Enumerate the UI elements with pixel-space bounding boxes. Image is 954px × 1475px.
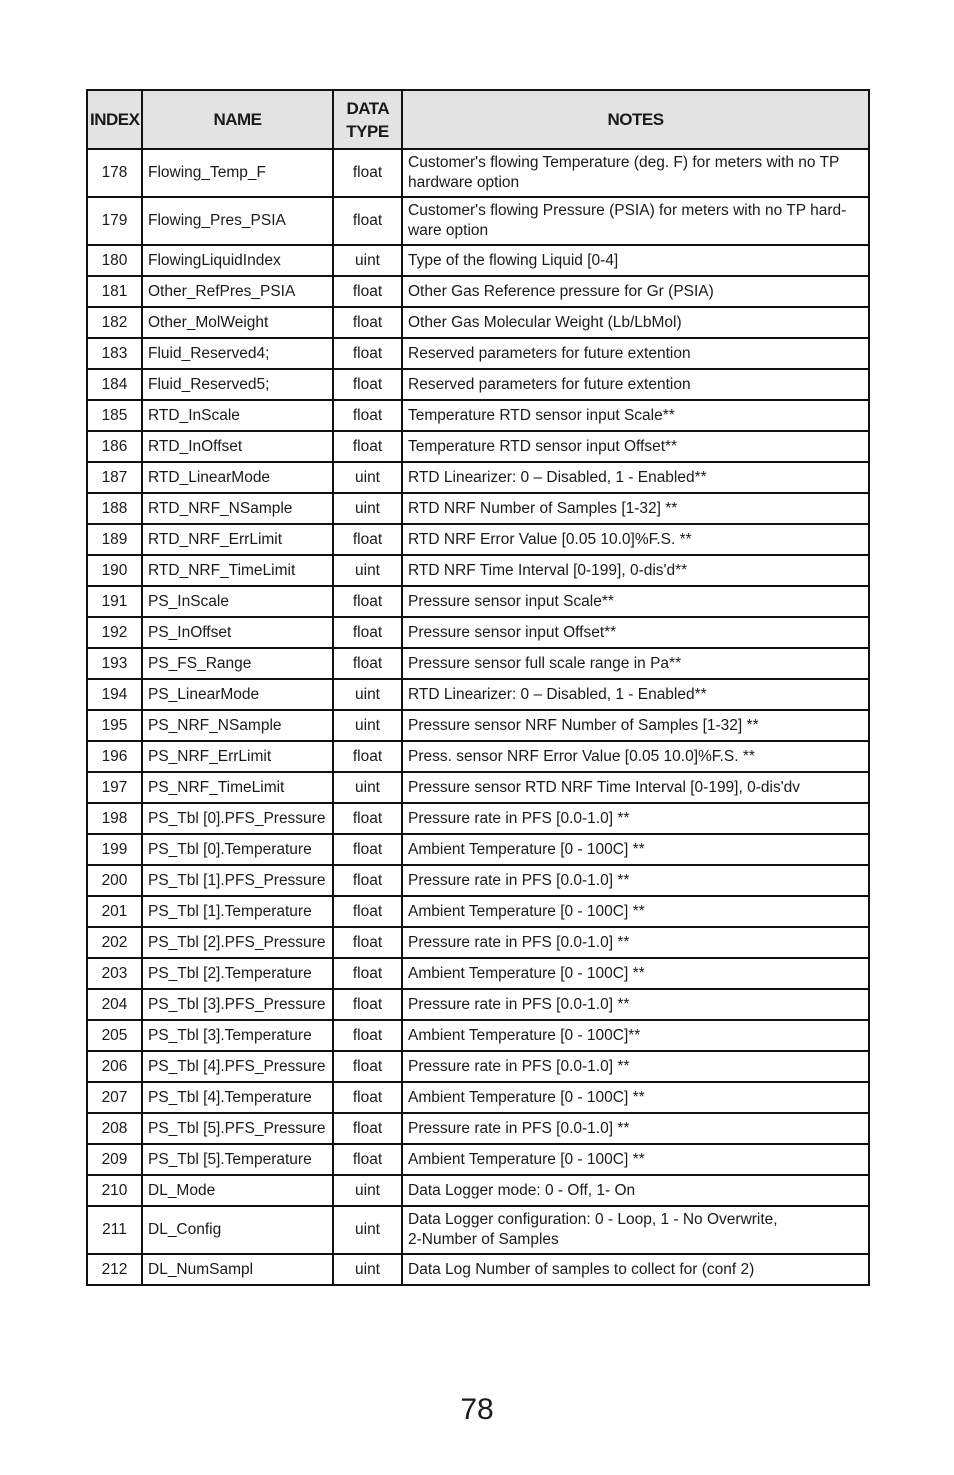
row-notes-line: Ambient Temperature [0 - 100C] ** — [408, 1150, 645, 1168]
row-data-type: uint — [333, 493, 402, 524]
row-notes — [402, 927, 869, 958]
row-index: 181 — [87, 276, 142, 307]
row-notes-line: Press. sensor NRF Error Value [0.05 10.0]%F.S. ** — [408, 747, 755, 765]
table-row — [87, 710, 869, 741]
row-notes-line: Pressure rate in PFS [0.0-1.0] ** — [408, 933, 630, 951]
row-index: 207 — [87, 1082, 142, 1113]
table-row — [87, 197, 869, 245]
row-notes — [402, 197, 869, 245]
row-name: PS_Tbl [5].Temperature — [142, 1144, 333, 1175]
row-name: PS_Tbl [4].PFS_Pressure — [142, 1051, 333, 1082]
table-row — [87, 149, 869, 197]
row-notes-line: Reserved parameters for future extention — [408, 344, 691, 362]
row-notes-line: Ambient Temperature [0 - 100C] ** — [408, 964, 645, 982]
row-name: PS_InOffset — [142, 617, 333, 648]
row-name: RTD_NRF_ErrLimit — [142, 524, 333, 555]
row-data-type: uint — [333, 1175, 402, 1206]
row-notes — [402, 149, 869, 197]
table-row — [87, 1020, 869, 1051]
row-notes — [402, 1206, 869, 1254]
row-notes — [402, 276, 869, 307]
table-row — [87, 617, 869, 648]
row-data-type: float — [333, 617, 402, 648]
table-row — [87, 400, 869, 431]
page-number: 78 — [460, 1393, 494, 1426]
row-data-type: float — [333, 431, 402, 462]
row-notes-line: Data Logger configuration: 0 - Loop, 1 - No Overwrite, — [408, 1211, 778, 1228]
row-notes — [402, 958, 869, 989]
row-notes — [402, 648, 869, 679]
row-notes — [402, 679, 869, 710]
row-data-type: float — [333, 149, 402, 197]
table-row — [87, 927, 869, 958]
row-notes — [402, 772, 869, 803]
row-index: 210 — [87, 1175, 142, 1206]
row-notes — [402, 1175, 869, 1206]
row-name: DL_Config — [142, 1206, 333, 1254]
row-name: PS_Tbl [0].PFS_Pressure — [142, 803, 333, 834]
table-row — [87, 989, 869, 1020]
table-row — [87, 586, 869, 617]
row-notes-line: Pressure rate in PFS [0.0-1.0] ** — [408, 1119, 630, 1137]
row-name: RTD_LinearMode — [142, 462, 333, 493]
table-row — [87, 493, 869, 524]
row-data-type: float — [333, 338, 402, 369]
row-index: 185 — [87, 400, 142, 431]
row-data-type: float — [333, 1051, 402, 1082]
row-name: PS_Tbl [1].PFS_Pressure — [142, 865, 333, 896]
table-row — [87, 1254, 869, 1285]
row-index: 183 — [87, 338, 142, 369]
table-row — [87, 1113, 869, 1144]
row-notes — [402, 1020, 869, 1051]
row-notes — [402, 338, 869, 369]
row-notes-line: Reserved parameters for future extention — [408, 375, 691, 393]
row-notes-line: Pressure sensor full scale range in Pa** — [408, 654, 682, 672]
row-name: RTD_InOffset — [142, 431, 333, 462]
row-name: Fluid_Reserved5; — [142, 369, 333, 400]
row-notes — [402, 989, 869, 1020]
table-row — [87, 369, 869, 400]
row-notes-line: RTD NRF Error Value [0.05 10.0]%F.S. ** — [408, 530, 692, 548]
row-notes-line: Pressure sensor RTD NRF Time Interval [0-199], 0-dis'dv — [408, 778, 801, 796]
row-notes-line: Pressure rate in PFS [0.0-1.0] ** — [408, 995, 630, 1013]
row-data-type: uint — [333, 245, 402, 276]
row-name: RTD_InScale — [142, 400, 333, 431]
row-data-type: float — [333, 400, 402, 431]
row-data-type: float — [333, 896, 402, 927]
row-notes-line: Data Log Number of samples to collect for (conf 2) — [408, 1260, 755, 1278]
row-data-type: float — [333, 648, 402, 679]
row-notes-line: Ambient Temperature [0 - 100C]** — [408, 1026, 641, 1044]
row-name: PS_Tbl [1].Temperature — [142, 896, 333, 927]
header-row — [87, 90, 869, 149]
row-name: PS_Tbl [3].Temperature — [142, 1020, 333, 1051]
row-index: 180 — [87, 245, 142, 276]
table-row — [87, 1082, 869, 1113]
row-index: 208 — [87, 1113, 142, 1144]
row-name: PS_LinearMode — [142, 679, 333, 710]
row-data-type: float — [333, 586, 402, 617]
row-data-type: float — [333, 989, 402, 1020]
row-index: 196 — [87, 741, 142, 772]
row-data-type: uint — [333, 1206, 402, 1254]
table-row — [87, 896, 869, 927]
table-row — [87, 648, 869, 679]
header-notes: NOTES — [402, 90, 869, 149]
row-index: 192 — [87, 617, 142, 648]
table-row — [87, 865, 869, 896]
row-notes — [402, 586, 869, 617]
row-name: Flowing_Temp_F — [142, 149, 333, 197]
row-data-type: float — [333, 1020, 402, 1051]
row-name: PS_Tbl [4].Temperature — [142, 1082, 333, 1113]
row-data-type: float — [333, 927, 402, 958]
row-notes-line: Other Gas Reference pressure for Gr (PSIA) — [408, 282, 714, 300]
table-row — [87, 741, 869, 772]
header-data-type-line2: TYPE — [346, 121, 389, 141]
row-name: RTD_NRF_TimeLimit — [142, 555, 333, 586]
row-data-type: uint — [333, 710, 402, 741]
table-row — [87, 276, 869, 307]
row-notes-line: Pressure rate in PFS [0.0-1.0] ** — [408, 1057, 630, 1075]
row-notes-line: 2-Number of Samples — [408, 1231, 559, 1248]
row-index: 182 — [87, 307, 142, 338]
row-notes — [402, 524, 869, 555]
row-notes — [402, 896, 869, 927]
row-data-type: float — [333, 307, 402, 338]
row-index: 188 — [87, 493, 142, 524]
table-row — [87, 1144, 869, 1175]
row-name: FlowingLiquidIndex — [142, 245, 333, 276]
table-row — [87, 1206, 869, 1254]
row-index: 205 — [87, 1020, 142, 1051]
row-index: 193 — [87, 648, 142, 679]
row-index: 198 — [87, 803, 142, 834]
row-notes — [402, 710, 869, 741]
row-name: RTD_NRF_NSample — [142, 493, 333, 524]
row-index: 199 — [87, 834, 142, 865]
table-row — [87, 679, 869, 710]
row-name: PS_FS_Range — [142, 648, 333, 679]
row-name: PS_Tbl [5].PFS_Pressure — [142, 1113, 333, 1144]
table-row — [87, 307, 869, 338]
row-notes-line: Data Logger mode: 0 - Off, 1- On — [408, 1181, 636, 1199]
header-index: INDEX — [87, 90, 142, 149]
row-index: 194 — [87, 679, 142, 710]
table-body — [87, 149, 869, 1285]
row-data-type: float — [333, 369, 402, 400]
row-name: PS_Tbl [2].Temperature — [142, 958, 333, 989]
row-name: PS_NRF_ErrLimit — [142, 741, 333, 772]
row-notes-line: Pressure sensor NRF Number of Samples [1-32] ** — [408, 716, 759, 734]
row-index: 212 — [87, 1254, 142, 1285]
row-notes-line: Ambient Temperature [0 - 100C] ** — [408, 1088, 645, 1106]
row-index: 200 — [87, 865, 142, 896]
row-data-type: float — [333, 865, 402, 896]
row-index: 204 — [87, 989, 142, 1020]
row-data-type: uint — [333, 462, 402, 493]
row-name: PS_Tbl [3].PFS_Pressure — [142, 989, 333, 1020]
row-notes-line: RTD NRF Time Interval [0-199], 0-dis'd** — [408, 561, 688, 579]
row-notes-line: hardware option — [408, 174, 520, 191]
row-index: 209 — [87, 1144, 142, 1175]
row-data-type: float — [333, 1144, 402, 1175]
row-data-type: uint — [333, 1254, 402, 1285]
row-notes-line: RTD Linearizer: 0 – Disabled, 1 - Enabled** — [408, 468, 707, 486]
table-row — [87, 803, 869, 834]
row-notes-line: Temperature RTD sensor input Offset** — [408, 437, 678, 455]
row-notes — [402, 834, 869, 865]
row-notes-line: Temperature RTD sensor input Scale** — [408, 406, 675, 424]
row-index: 184 — [87, 369, 142, 400]
row-name: Other_MolWeight — [142, 307, 333, 338]
row-index: 203 — [87, 958, 142, 989]
table-row — [87, 958, 869, 989]
row-notes — [402, 400, 869, 431]
row-index: 191 — [87, 586, 142, 617]
row-notes-line: Ambient Temperature [0 - 100C] ** — [408, 902, 645, 920]
table-header — [87, 90, 869, 149]
row-notes — [402, 462, 869, 493]
header-name: NAME — [142, 90, 333, 149]
row-index: 206 — [87, 1051, 142, 1082]
row-notes — [402, 1051, 869, 1082]
row-name: DL_NumSampl — [142, 1254, 333, 1285]
row-notes-line: Pressure sensor input Scale** — [408, 592, 614, 610]
row-data-type: float — [333, 1082, 402, 1113]
table-row — [87, 555, 869, 586]
row-name: PS_NRF_NSample — [142, 710, 333, 741]
table-row — [87, 1175, 869, 1206]
row-notes — [402, 803, 869, 834]
row-notes-line: Other Gas Molecular Weight (Lb/LbMol) — [408, 313, 682, 331]
row-name: PS_Tbl [2].PFS_Pressure — [142, 927, 333, 958]
row-data-type: float — [333, 276, 402, 307]
row-notes-line: RTD NRF Number of Samples [1-32] ** — [408, 499, 678, 517]
table-row — [87, 245, 869, 276]
row-data-type: float — [333, 197, 402, 245]
row-notes-line: Customer's flowing Temperature (deg. F) for meters with no TP — [408, 154, 840, 171]
row-index: 186 — [87, 431, 142, 462]
row-data-type: uint — [333, 679, 402, 710]
row-index: 195 — [87, 710, 142, 741]
table-row — [87, 431, 869, 462]
row-index: 197 — [87, 772, 142, 803]
row-name: PS_InScale — [142, 586, 333, 617]
row-notes — [402, 1144, 869, 1175]
row-name: Fluid_Reserved4; — [142, 338, 333, 369]
row-notes — [402, 307, 869, 338]
row-data-type: float — [333, 803, 402, 834]
table-row — [87, 462, 869, 493]
row-index: 187 — [87, 462, 142, 493]
row-notes — [402, 555, 869, 586]
row-notes — [402, 493, 869, 524]
row-data-type: float — [333, 958, 402, 989]
row-index: 201 — [87, 896, 142, 927]
row-notes-line: Ambient Temperature [0 - 100C] ** — [408, 840, 645, 858]
row-notes — [402, 1254, 869, 1285]
row-data-type: float — [333, 524, 402, 555]
row-data-type: float — [333, 741, 402, 772]
row-index: 211 — [87, 1206, 142, 1254]
row-notes — [402, 617, 869, 648]
row-name: Other_RefPres_PSIA — [142, 276, 333, 307]
table-row — [87, 1051, 869, 1082]
row-notes — [402, 1082, 869, 1113]
row-index: 202 — [87, 927, 142, 958]
row-data-type: uint — [333, 555, 402, 586]
row-notes — [402, 741, 869, 772]
row-index: 190 — [87, 555, 142, 586]
parameter-table — [86, 89, 870, 1286]
row-notes — [402, 245, 869, 276]
row-data-type: float — [333, 1113, 402, 1144]
table-row — [87, 524, 869, 555]
row-notes-line: Customer's flowing Pressure (PSIA) for meters with no TP hard- — [408, 202, 847, 219]
row-notes — [402, 1113, 869, 1144]
row-notes-line: Pressure rate in PFS [0.0-1.0] ** — [408, 809, 630, 827]
row-data-type: float — [333, 834, 402, 865]
row-notes — [402, 369, 869, 400]
table-row — [87, 834, 869, 865]
row-index: 178 — [87, 149, 142, 197]
table-row — [87, 772, 869, 803]
row-name: PS_Tbl [0].Temperature — [142, 834, 333, 865]
row-notes — [402, 431, 869, 462]
row-name: Flowing_Pres_PSIA — [142, 197, 333, 245]
header-data-type-line1: DATA — [346, 98, 389, 118]
row-notes — [402, 865, 869, 896]
row-name: PS_NRF_TimeLimit — [142, 772, 333, 803]
row-notes-line: Pressure sensor input Offset** — [408, 623, 617, 641]
row-index: 189 — [87, 524, 142, 555]
row-name: DL_Mode — [142, 1175, 333, 1206]
row-notes-line: Type of the flowing Liquid [0-4] — [408, 251, 619, 269]
header-data-type — [333, 90, 402, 149]
row-index: 179 — [87, 197, 142, 245]
row-notes-line: ware option — [408, 222, 489, 239]
table-row — [87, 338, 869, 369]
row-notes-line: Pressure rate in PFS [0.0-1.0] ** — [408, 871, 630, 889]
row-data-type: uint — [333, 772, 402, 803]
row-notes-line: RTD Linearizer: 0 – Disabled, 1 - Enabled** — [408, 685, 707, 703]
